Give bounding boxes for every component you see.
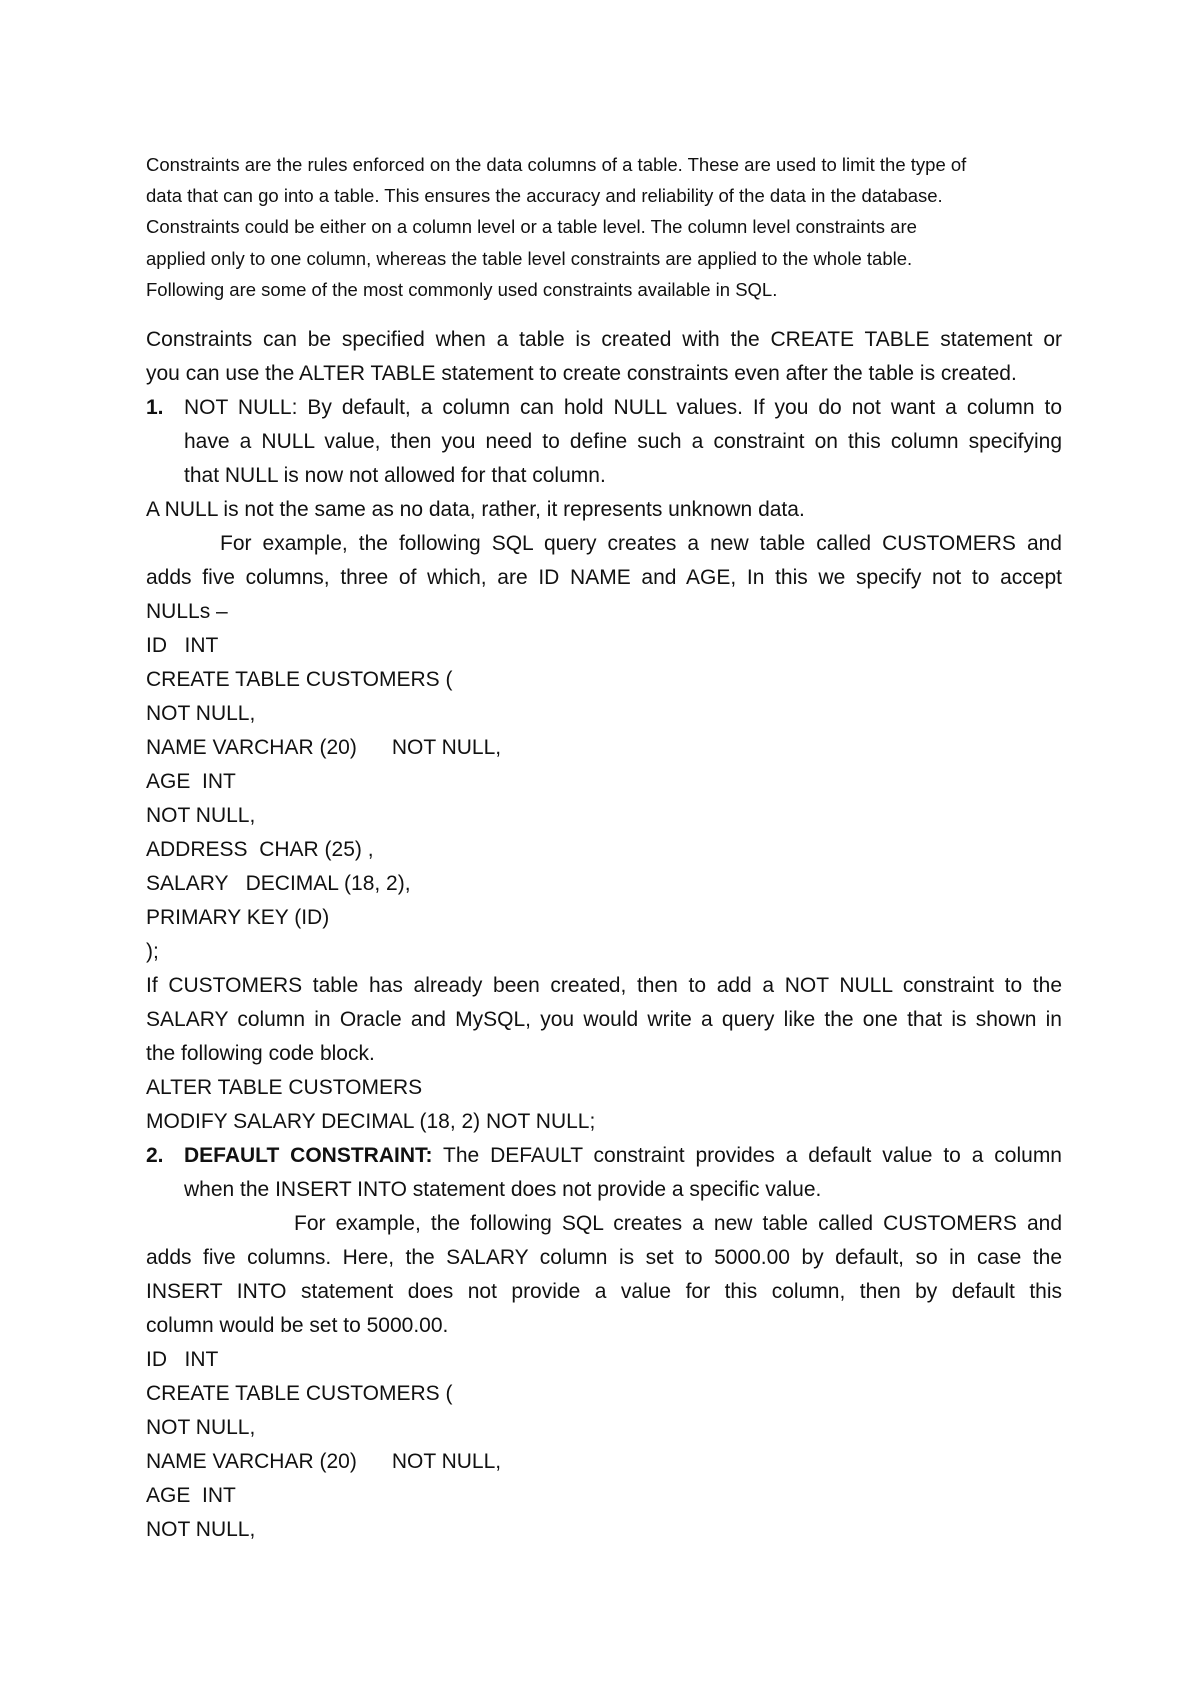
code-line: NOT NULL,: [146, 702, 256, 726]
create-table-default-code-block: [146, 1343, 1062, 1547]
list-item-text: The DEFAULT constraint provides a default value to a column: [432, 1144, 1062, 1168]
example-line: INSERT INTO statement does not provide a value for this column, then by default this: [146, 1280, 1062, 1304]
list-item-line: when the INSERT INTO statement does not provide a specific value.: [184, 1178, 822, 1202]
code-line: NAME VARCHAR (20) NOT NULL,: [146, 1450, 502, 1474]
intro-line: Following are some of the most commonly used constraints available in SQL.: [146, 278, 778, 300]
list-item-line: that NULL is now not allowed for that column.: [184, 464, 606, 488]
example-line: adds five columns, three of which, are ID NAME and AGE, In this we specify not to accept: [146, 566, 1062, 590]
list-item-default-constraint: [146, 1139, 1062, 1207]
example-line: NULLs –: [146, 600, 228, 624]
example-line: column would be set to 5000.00.: [146, 1314, 449, 1338]
paragraph-line: Constraints can be specified when a table is created with the CREATE TABLE statement or: [146, 328, 1062, 352]
code-line: AGE INT: [146, 1484, 236, 1508]
intro-line: Constraints could be either on a column level or a table level. The column level constraints are: [146, 216, 917, 238]
code-line: NAME VARCHAR (20) NOT NULL,: [146, 736, 502, 760]
code-line: MODIFY SALARY DECIMAL (18, 2) NOT NULL;: [146, 1110, 596, 1134]
paragraph-line: If CUSTOMERS table has already been created, then to add a NOT NULL constraint to the: [146, 974, 1062, 998]
list-item-line: [184, 1139, 1062, 1173]
example-paragraph: [146, 527, 1062, 629]
paragraph-line: you can use the ALTER TABLE statement to create constraints even after the table is created.: [146, 362, 1017, 386]
list-item-not-null: [146, 391, 1062, 493]
paragraph-line: SALARY column in Oracle and MySQL, you would write a query like the one that is shown in: [146, 1008, 1062, 1032]
code-line: );: [146, 940, 159, 964]
code-line: ID INT: [146, 1348, 219, 1372]
alter-table-code-block: [146, 1071, 1062, 1139]
code-line: NOT NULL,: [146, 1518, 256, 1542]
code-line: AGE INT: [146, 770, 236, 794]
specify-constraints-paragraph: [146, 323, 1062, 391]
example-line: For example, the following SQL query creates a new table called CUSTOMERS and: [220, 532, 1062, 556]
example-line: For example, the following SQL creates a new table called CUSTOMERS and: [294, 1212, 1062, 1236]
list-item-line: NOT NULL: By default, a column can hold NULL values. If you do not want a column to: [184, 396, 1062, 420]
paragraph-line: the following code block.: [146, 1042, 375, 1066]
example-line: adds five columns. Here, the SALARY column is set to 5000.00 by default, so in case the: [146, 1246, 1062, 1270]
code-line: ALTER TABLE CUSTOMERS: [146, 1076, 423, 1100]
code-line: CREATE TABLE CUSTOMERS (: [146, 1382, 453, 1406]
document-content: [146, 149, 1062, 1547]
list-item-heading: DEFAULT CONSTRAINT:: [184, 1144, 433, 1168]
list-item-line: have a NULL value, then you need to define such a constraint on this column specifying: [184, 430, 1062, 454]
code-line: SALARY DECIMAL (18, 2),: [146, 872, 411, 896]
code-line: ID INT: [146, 634, 219, 658]
list-item-number: 1.: [146, 396, 164, 420]
code-line: NOT NULL,: [146, 804, 256, 828]
intro-paragraph: [146, 149, 1062, 305]
null-note: A NULL is not the same as no data, rather, it represents unknown data.: [146, 498, 805, 522]
intro-line: Constraints are the rules enforced on the data columns of a table. These are used to limit the type of: [146, 154, 967, 175]
code-line: CREATE TABLE CUSTOMERS (: [146, 668, 453, 692]
example-paragraph-default: [146, 1207, 1062, 1343]
code-line: NOT NULL,: [146, 1416, 256, 1440]
code-line: PRIMARY KEY (ID): [146, 906, 330, 930]
document-body: [146, 323, 1062, 1547]
list-item-number: 2.: [146, 1144, 164, 1168]
create-table-code-block: [146, 629, 1062, 969]
intro-line: data that can go into a table. This ensures the accuracy and reliability of the data in the database.: [146, 185, 943, 207]
alter-table-paragraph: [146, 969, 1062, 1071]
intro-line: applied only to one column, whereas the table level constraints are applied to the whole table.: [146, 247, 913, 269]
code-line: ADDRESS CHAR (25) ,: [146, 838, 374, 862]
